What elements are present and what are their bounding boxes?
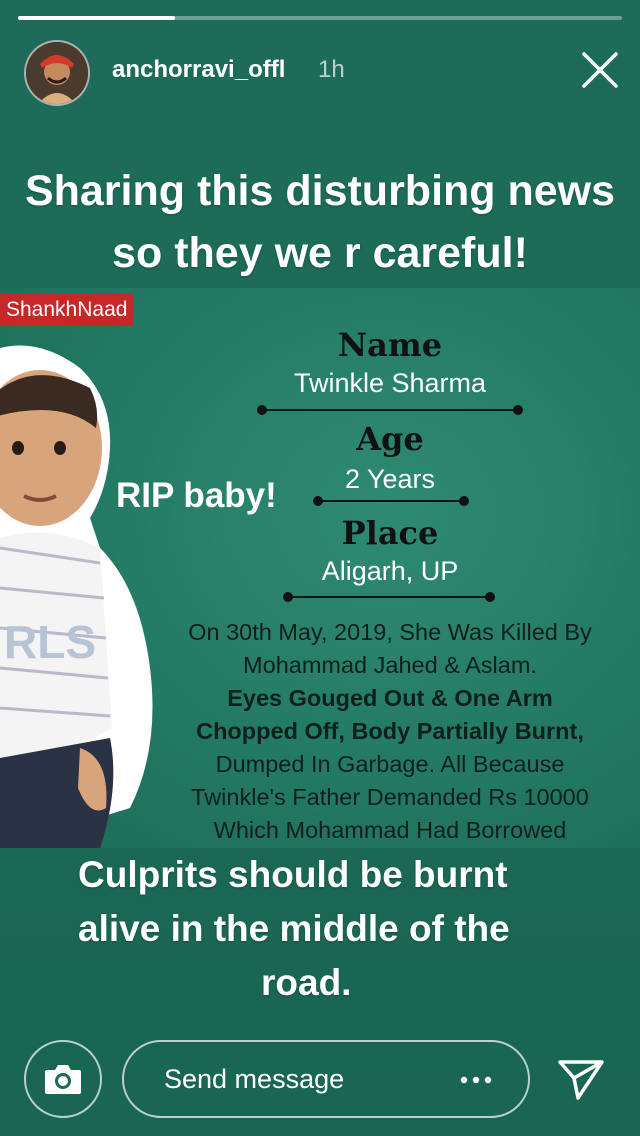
divider-line [288,596,490,598]
place-value: Aligarh, UP [321,556,459,586]
send-icon [556,1054,606,1104]
more-options-button[interactable] [458,1062,494,1098]
send-button[interactable] [556,1054,606,1104]
body-line: Which Mohammad Had Borrowed [213,817,567,843]
message-placeholder: Send message [164,1064,345,1094]
close-button[interactable] [578,48,622,92]
body-line: Twinkle's Father Demanded Rs 10000 [191,784,589,810]
body-line: Mohammad Jahed & Aslam. [243,652,537,678]
caption-line: alive in the middle of the [78,908,510,949]
story-poster-image [0,288,640,848]
body-line: On 30th May, 2019, She Was Killed By [188,619,592,645]
svg-text:RLS: RLS [4,616,96,668]
age-label: Age [356,420,424,458]
camera-button[interactable] [24,1040,102,1118]
caption-line: Culprits should be burnt [78,854,508,895]
child-photo [0,288,180,848]
story-caption-bottom [78,848,578,1010]
story-caption-top: Sharing this disturbing news so they we r careful! [24,167,616,277]
close-icon [578,48,622,92]
name-value: Twinkle Sharma [293,368,487,398]
poster-body-text [160,616,620,847]
timestamp: 1h [318,56,345,83]
caption-line: road. [261,962,352,1003]
story-progress-fill [18,16,175,20]
more-dots-icon [458,1062,494,1098]
avatar[interactable] [24,40,90,106]
divider-line [318,500,464,502]
source-tag: ShankhNaad [0,294,133,326]
rip-sticker: RIP baby! [116,476,277,515]
story-progress-bar [18,16,622,20]
camera-icon [43,1062,83,1096]
place-label: Place [341,514,439,552]
body-line: Eyes Gouged Out & One Arm [227,685,553,711]
body-line: Chopped Off, Body Partially Burnt, [196,718,584,744]
send-message-input[interactable] [122,1040,530,1118]
divider-line [262,409,518,411]
name-label: Name [337,326,443,364]
age-value: 2 Years [344,464,436,494]
username[interactable]: anchorravi_offl [112,56,286,83]
body-line: Dumped In Garbage. All Because [215,751,565,777]
profile-avatar-image [26,42,88,104]
